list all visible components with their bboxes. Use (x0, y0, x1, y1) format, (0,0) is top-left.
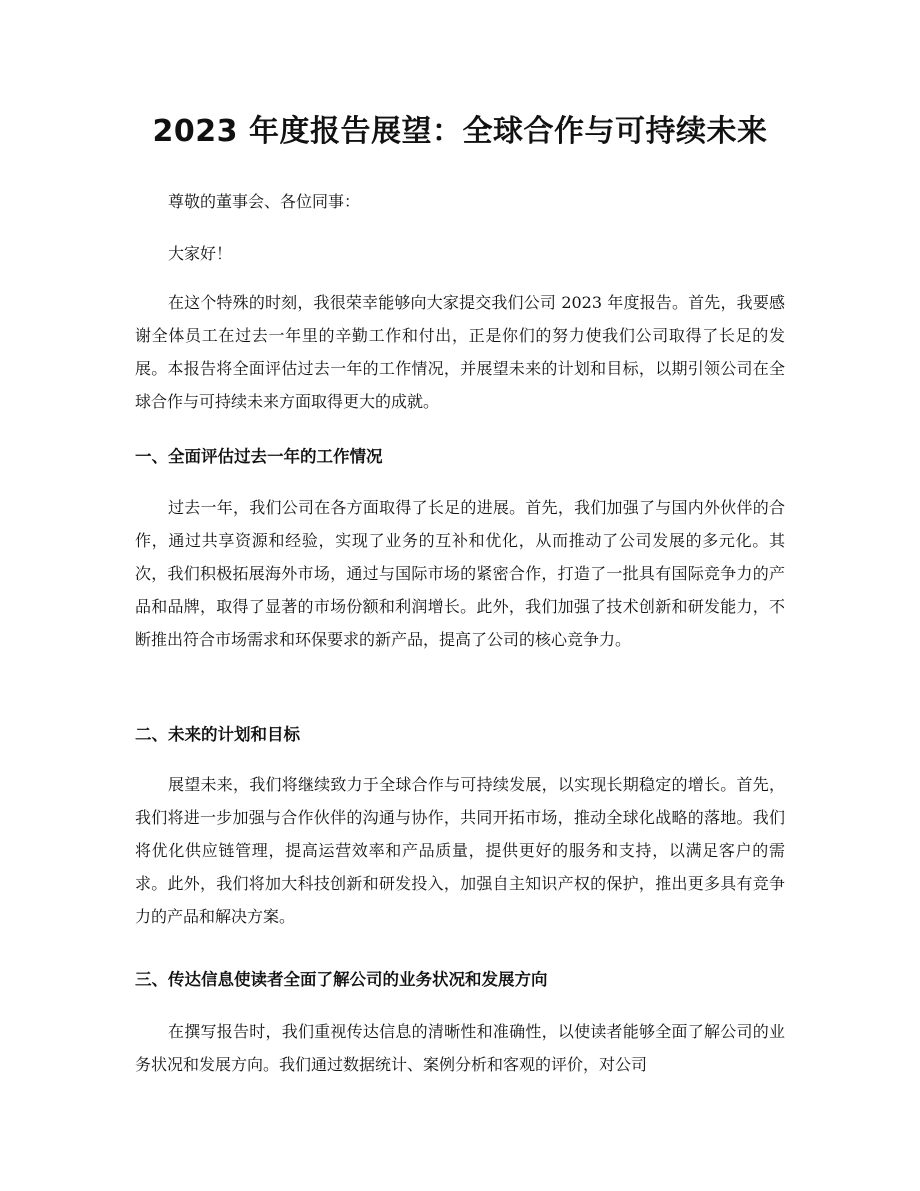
section-paragraph-1: 过去一年，我们公司在各方面取得了长足的进展。首先，我们加强了与国内外伙伴的合作，通过共享资源和经验，实现了业务的互补和优化，从而推动了公司发展的多元化。其次，我们积极拓展海外市场，通过与国际市场的紧密合作，打造了一批具有国际竞争力的产品和品牌，取得了显著的市场份额和利润增长。此外，我们加强了技术创新和研发能力，不断推出符合市场需求和环保要求的新产品，提高了公司的核心竞争力。 (135, 498, 785, 649)
section-heading-3: 三、传达信息使读者全面了解公司的业务状况和发展方向 (135, 970, 548, 989)
document-title: 2023 年度报告展望：全球合作与可持续未来 (152, 114, 768, 149)
salutation-text: 尊敬的董事会、各位同事： (168, 192, 361, 211)
section-heading-1: 一、全面评估过去一年的工作情况 (135, 447, 383, 466)
section-paragraph-3: 在撰写报告时，我们重视传达信息的清晰性和准确性，以使读者能够全面了解公司的业务状况和发展方向。我们通过数据统计、案例分析和客观的评价，对公司 (135, 1022, 785, 1074)
section-heading-2: 二、未来的计划和目标 (135, 725, 300, 744)
section-paragraph-2: 展望未来，我们将继续致力于全球合作与可持续发展，以实现长期稳定的增长。首先，我们将进一步加强与合作伙伴的沟通与协作，共同开拓市场，推动全球化战略的落地。我们将优化供应链管理，提高运营效率和产品质量，提供更好的服务和支持，以满足客户的需求。此外，我们将加大科技创新和研发投入，加强自主知识产权的保护，推出更多具有竞争力的产品和解决方案。 (135, 775, 785, 926)
intro-paragraph: 在这个特殊的时刻，我很荣幸能够向大家提交我们公司 2023 年度报告。首先，我要感谢全体员工在过去一年里的辛勤工作和付出，正是你们的努力使我们公司取得了长足的发展。本报告将全面评估过去一年的工作情况，并展望未来的计划和目标，以期引领公司在全球合作与可持续未来方面取得更大的成就。 (135, 293, 785, 411)
greeting-text: 大家好！ (168, 244, 233, 263)
